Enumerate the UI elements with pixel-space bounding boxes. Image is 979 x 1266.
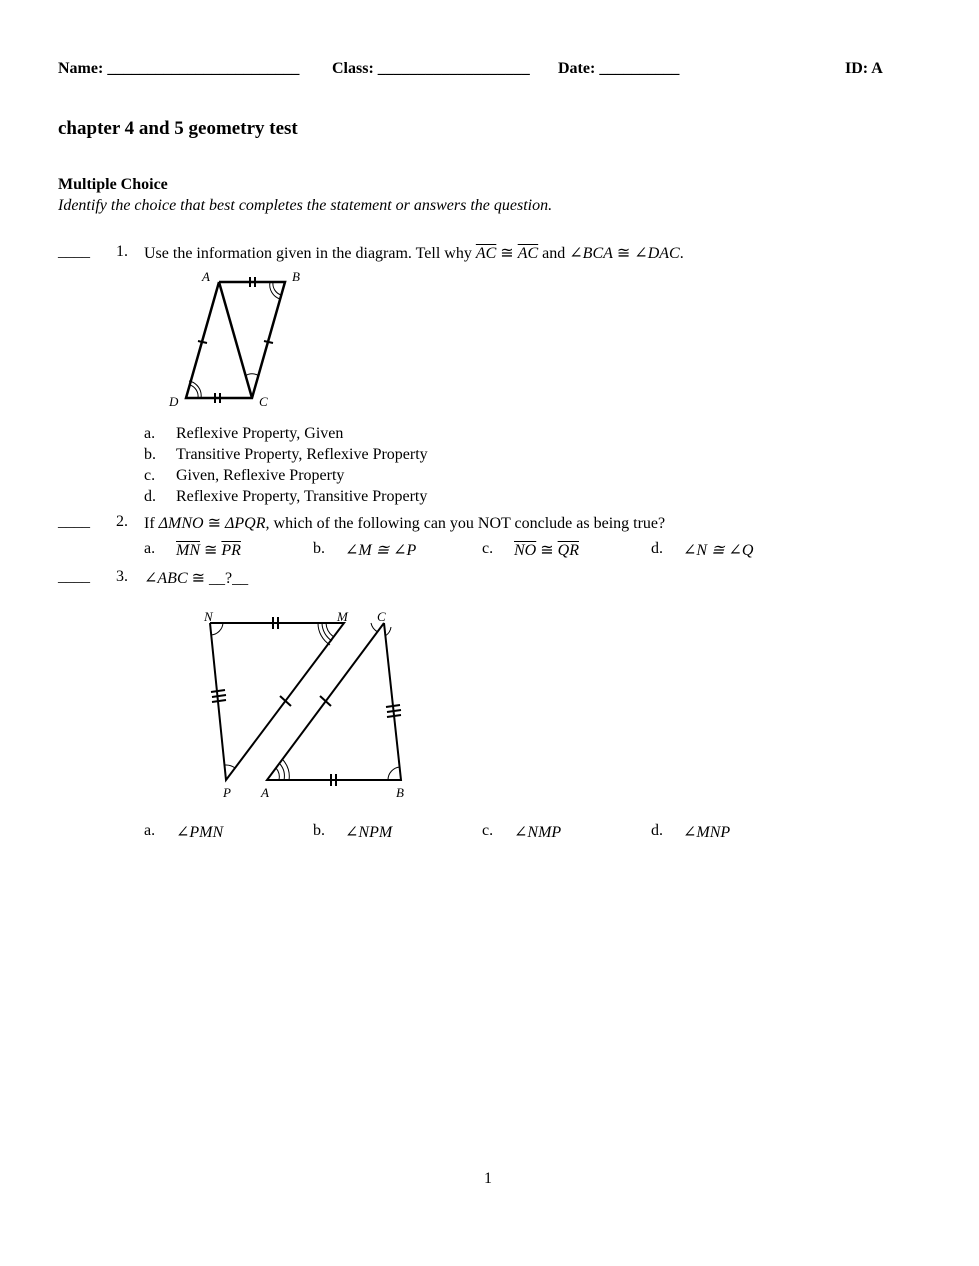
q3-choice-a[interactable]: ∠PMN [176,824,224,841]
section-heading: Multiple Choice [58,176,168,193]
angle-abc: ∠ABC [144,570,188,587]
question-3-text: ∠ABC ≅ __?__ [144,570,249,587]
choice-letter: d. [651,822,663,839]
label-d: D [169,394,179,409]
label-b: B [292,269,300,284]
name-field[interactable] [58,60,299,78]
diagonal-ac [219,282,252,398]
page-title: chapter 4 and 5 geometry test [58,118,298,139]
choice-letter: d. [144,488,156,505]
choice-letter: a. [144,822,156,839]
triangle-mno: ΔMNO [158,515,204,532]
choice-letter: b. [144,446,156,463]
answer-placeholder: __?__ [209,570,249,587]
label-c: C [259,394,268,409]
question-number-1: 1. [116,243,128,260]
q3-choice-d[interactable]: ∠MNP [683,824,731,841]
label-m: M [337,609,348,624]
label-c: C [377,609,386,624]
triangle-nmp [210,623,344,780]
answer-blank-q3[interactable]: ____ [58,568,90,585]
triangle-pqr: ΔPQR, [225,515,270,532]
question-number-2: 2. [116,513,128,530]
figure-two-triangles [195,605,425,810]
q2-choice-c[interactable]: $\overline{NO}$ ≅ $\overline{QR}$ [514,542,579,559]
angle-bca: ∠BCA [569,245,613,262]
q2-choice-d[interactable]: ∠N ≅ ∠Q [683,542,754,559]
class-field[interactable] [332,60,530,78]
figure-parallelogram-abcd [160,265,320,415]
label-n: N [204,609,213,624]
choice-letter: a. [144,540,156,557]
question-2-text: If ΔMNO ≅ ΔPQR, which of the following can you NOT conclude as being true? [144,515,666,532]
choice-letter: c. [482,822,494,839]
choice-letter: c. [144,467,156,484]
q1-choice-c[interactable]: Given, Reflexive Property [176,467,345,484]
answer-blank-q2[interactable]: ____ [58,513,90,530]
q3-choice-c[interactable]: ∠NMP [514,824,562,841]
section-instructions: Identify the choice that best completes the statement or answers the question. [58,197,553,214]
name-label: Name: [58,60,104,77]
q2-choice-b[interactable]: ∠M ≅ ∠P [345,542,417,559]
label-a: A [261,785,269,800]
segment-ac-2: $\overline{AC}$ [517,245,539,262]
page-number: 1 [484,1170,492,1187]
date-blank[interactable]: __________ [599,60,680,77]
q1-choice-d[interactable]: Reflexive Property, Transitive Property [176,488,428,505]
answer-blank-q1[interactable]: ____ [58,243,90,260]
choice-letter: a. [144,425,156,442]
segment-ac: $\overline{AC}$ [475,245,497,262]
date-label: Date: [558,60,596,77]
question-number-3: 3. [116,568,128,585]
q3-choice-b[interactable]: ∠NPM [345,824,393,841]
choice-letter: d. [651,540,663,557]
date-field[interactable] [558,60,679,78]
question-1-text: Use the information given in the diagram. Tell why $\overline{AC}$ ≅ $\overline{AC}$ and ∠BCA ≅ ∠DAC. [144,245,684,262]
label-p: P [223,785,231,800]
class-blank[interactable]: ___________________ [377,60,530,77]
id-label: ID: A [845,60,883,77]
choice-letter: b. [313,540,325,557]
q2-choice-a[interactable]: $\overline{MN}$ ≅ $\overline{PR}$ [176,542,241,559]
label-a: A [202,269,210,284]
choice-letter: c. [482,540,494,557]
label-b: B [396,785,404,800]
q1-choice-a[interactable]: Reflexive Property, Given [176,425,344,442]
q1-choice-b[interactable]: Transitive Property, Reflexive Property [176,446,428,463]
angle-dac: ∠DAC [634,245,680,262]
class-label: Class: [332,60,374,77]
choice-letter: b. [313,822,325,839]
name-blank[interactable]: ________________________ [107,60,300,77]
